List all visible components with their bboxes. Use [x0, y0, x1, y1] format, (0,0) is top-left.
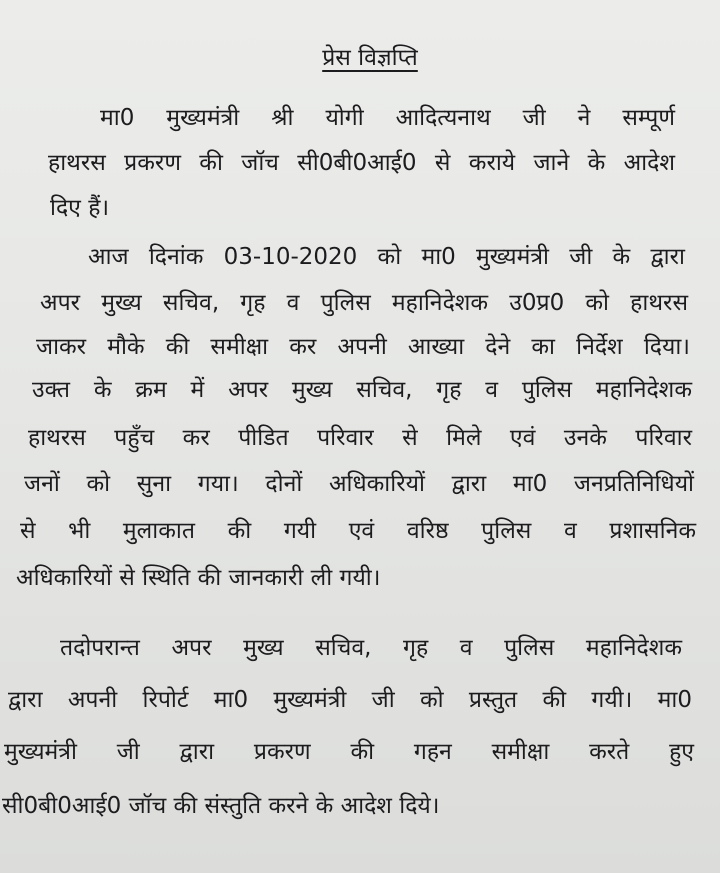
- paragraph-2-line-5: हाथरस पहुँच कर पीडित परिवार से मिले एवं उनके परिवार: [28, 425, 692, 451]
- paragraph-2-line-6: जनों को सुना गया। दोनों अधिकारियों द्वारा मा0 जनप्रतिनिधियों: [24, 471, 694, 497]
- paragraph-3-line-1: तदोपरान्त अपर मुख्य सचिव, गृह व पुलिस महानिदेशक: [60, 635, 682, 661]
- paragraph-2-line-1: आज दिनांक 03-10-2020 को मा0 मुख्यमंत्री जी के द्वारा: [88, 244, 685, 270]
- paragraph-1-line-1: मा0 मुख्यमंत्री श्री योगी आदित्यनाथ जी ने सम्पूर्ण: [100, 105, 675, 131]
- paragraph-3-line-4: सी0बी0आई0 जॉच की संस्तुति करने के आदेश दिये।: [2, 793, 440, 819]
- paragraph-2-line-4: उक्त के क्रम में अपर मुख्य सचिव, गृह व पुलिस महानिदेशक: [32, 377, 692, 403]
- paragraph-1-line-3: दिए हैं।: [50, 195, 110, 221]
- paragraph-2-line-7: से भी मुलाकात की गयी एवं वरिष्ठ पुलिस व प्रशासनिक: [20, 518, 696, 544]
- paragraph-2-line-3: जाकर मौके की समीक्षा कर अपनी आख्या देने का निर्देश दिया।: [36, 334, 690, 360]
- paragraph-1-line-2: हाथरस प्रकरण की जॉच सी0बी0आई0 से कराये जाने के आदेश: [48, 150, 675, 176]
- paragraph-3-line-3: मुख्यमंत्री जी द्वारा प्रकरण की गहन समीक्षा करते हुए: [4, 739, 694, 765]
- document-title: प्रेस विज्ञप्ति: [322, 45, 418, 71]
- paragraph-3-line-2: द्वारा अपनी रिपोर्ट मा0 मुख्यमंत्री जी को प्रस्तुत की गयी। मा0: [8, 687, 692, 713]
- paragraph-2-line-2: अपर मुख्य सचिव, गृह व पुलिस महानिदेशक उ0प्र0 को हाथरस: [40, 290, 688, 316]
- paragraph-2-line-8: अधिकारियों से स्थिति की जानकारी ली गयी।: [16, 565, 381, 591]
